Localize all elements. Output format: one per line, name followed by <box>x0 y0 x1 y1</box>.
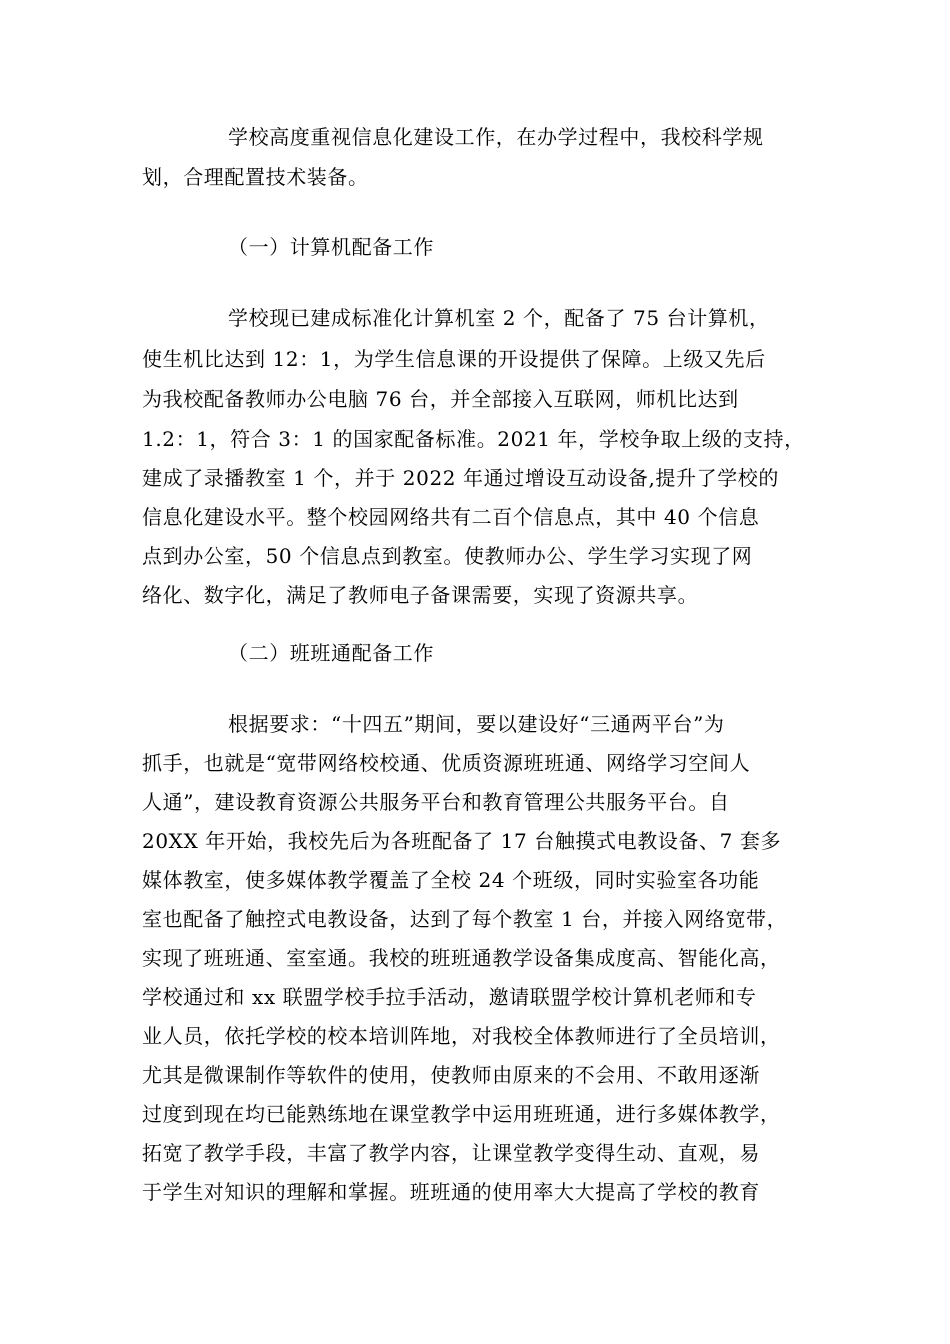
section1-line-6: 信息化建设水平。整个校园网络共有二百个信息点，其中 40 个信息 <box>142 505 760 529</box>
intro-line-2: 划，合理配置技术装备。 <box>142 165 369 189</box>
section2-line-13: 于学生对知识的理解和掌握。班班通的使用率大大提高了学校的教育 <box>142 1180 760 1204</box>
section1-line-2: 使生机比达到 12：1，为学生信息课的开设提供了保障。上级又先后 <box>142 347 766 371</box>
section1-line-3: 为我校配备教师办公电脑 76 台，并全部接入互联网，师机比达到 <box>142 387 739 411</box>
section1-line-7: 点到办公室，50 个信息点到教室。使教师办公、学生学习实现了网 <box>142 544 753 568</box>
section-heading-computer: （一）计算机配备工作 <box>228 235 434 259</box>
section1-line-1: 学校现已建成标准化计算机室 2 个，配备了 75 台计算机， <box>228 306 770 330</box>
section1-line-5: 建成了录播教室 1 个，并于 2022 年通过增设互动设备,提升了学校的 <box>142 466 780 490</box>
section2-line-6: 室也配备了触控式电教设备，达到了每个教室 1 台，并接入网络宽带， <box>142 907 788 931</box>
section2-line-9: 业人员，依托学校的校本培训阵地，对我校全体教师进行了全员培训， <box>142 1024 781 1048</box>
section2-line-12: 拓宽了教学手段，丰富了教学内容，让课堂教学变得生动、直观，易 <box>142 1141 760 1165</box>
section2-line-8: 学校通过和 xx 联盟学校手拉手活动，邀请联盟学校计算机老师和专 <box>142 985 757 1009</box>
section1-line-4: 1.2：1，符合 3：1 的国家配备标准。2021 年，学校争取上级的支持， <box>142 427 805 451</box>
intro-line-1: 学校高度重视信息化建设工作，在办学过程中，我校科学规 <box>228 125 764 149</box>
section-heading-classroom: （二）班班通配备工作 <box>228 641 434 665</box>
section2-line-3: 人通”，建设教育资源公共服务平台和教育管理公共服务平台。自 <box>142 790 730 814</box>
section1-line-8: 络化、数字化，满足了教师电子备课需要，实现了资源共享。 <box>142 583 699 607</box>
section2-line-10: 尤其是微课制作等软件的使用，使教师由原来的不会用、不敢用逐渐 <box>142 1063 760 1087</box>
section2-line-5: 媒体教室，使多媒体教学覆盖了全校 24 个班级，同时实验室各功能 <box>142 868 760 892</box>
section2-line-7: 实现了班班通、室室通。我校的班班通教学设备集成度高、智能化高， <box>142 946 781 970</box>
section2-line-11: 过度到现在均已能熟练地在课堂教学中运用班班通，进行多媒体教学， <box>142 1102 781 1126</box>
section2-line-1: 根据要求：“十四五”期间，要以建设好“三通两平台”为 <box>228 712 725 736</box>
section2-line-4: 20XX 年开始，我校先后为各班配备了 17 台触摸式电教设备、7 套多 <box>142 829 782 853</box>
section2-line-2: 抓手，也就是“宽带网络校校通、优质资源班班通、网络学习空间人 <box>142 751 751 775</box>
